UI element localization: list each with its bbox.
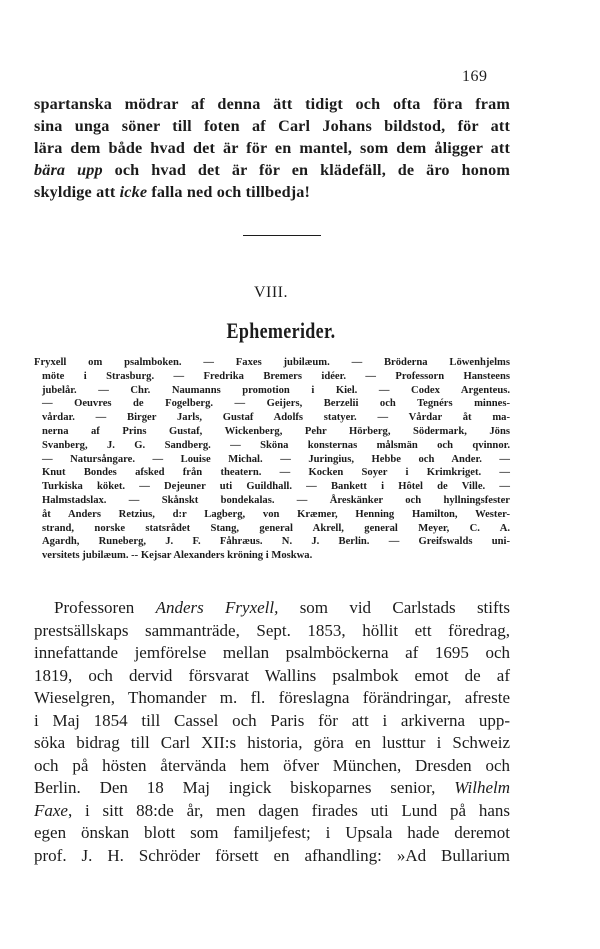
italic-phrase: icke [119,183,148,201]
line-text: och hvad det är för en klädefäll, de äro honom [102,161,510,179]
line-text: skyldige att [34,183,120,201]
body-line: innefattande jemförelse mellan psalmböckerna af 1695 och [34,643,510,662]
summary-line: möte i Strasburg. — Fredrika Bremers idéer. — Professorn Hansteens [42,370,510,382]
italic-name: Faxe [34,800,68,820]
intro-line: spartanska mödrar af denna ätt tidigt och ofta föra fram [34,95,510,113]
summary-line: Knut Bondes afsked från theatern. — Kocken Soyer i Krimkriget. — [42,467,510,479]
body-line: söka bidrag till Carl XII:s historia, göra en lusttur i Schweiz [34,733,510,752]
line-text: Berlin. Den 18 Maj ingick biskoparnes senior, [34,778,455,797]
section-divider [243,235,321,236]
body-line [34,777,510,800]
chapter-number: VIII. [253,284,289,301]
chapter-summary [34,356,510,563]
summary-line: — Oeuvres de Fogelberg. — Geijers, Berzelii och Tegnérs minnes- [42,398,510,410]
summary-line: Halmstadslax. — Skånskt bondekalas. — Åreskänker och hyllningsfester [42,494,510,506]
page-number: 169 [462,68,488,85]
italic-phrase: bära upp [34,161,103,179]
body-paragraph [34,597,510,867]
body-line [34,800,510,823]
line-text: falla ned och tillbedja! [147,183,311,201]
italic-name: Anders Fryxell, [155,598,279,617]
body-line: 1819, och dervid försvarat Wallins psalmbok emot de af [34,665,510,685]
summary-line: Turkiska köket. — Dejeuner uti Guildhall. — Bankett i Hôtel de Ville. — [42,481,510,493]
body-line [34,597,510,620]
body-line: och på hösten återvända hem öfver München, Dresden och [34,755,510,775]
italic-name: Wilhelm [454,778,510,797]
line-text: Professoren [54,598,156,617]
summary-line: — Natursångare. — Louise Michal. — Juringius, Hebbe och Ander. — [42,453,510,465]
line-text: , i sitt 88:de år, men dagen firades uti Lund på hans [67,800,510,820]
summary-line: Svanberg, J. G. Sandberg. — Sköna konsternas målsmän och qvinnor. [42,439,510,451]
summary-line: vårdar. — Birger Jarls, Gustaf Adolfs statyer. — Vårdar åt ma- [42,412,510,424]
intro-line: lära dem både hvad det är för en mantel, som dem åligger att [34,139,510,157]
chapter-title: Ephemerider. [226,318,336,343]
body-line: Wieselgren, Thomander m. fl. föreslagna förändringar, afreste [34,688,510,707]
intro-line: sina unga söner till foten af Carl Johans bildstod, för att [34,117,510,135]
summary-line: Agardh, Runeberg, J. F. Fåhræus. N. J. Berlin. — Greifswalds uni- [42,536,510,548]
intro-line [34,181,510,203]
intro-line [34,159,510,181]
body-line: egen önskan blott som familjefest; i Upsala hade deremot [34,823,510,842]
summary-line: nerna af Prins Gustaf, Wickenberg, Pehr Hörberg, Södermark, Jöns [42,425,510,437]
body-line: prestsällskaps sammanträde, Sept. 1853, höllit ett föredrag, [34,620,510,640]
summary-line: strand, norske statsrådet Stang, general Akrell, general Meyer, C. A. [42,522,510,534]
summary-line: jubelår. — Chr. Naumanns promotion i Kiel. — Codex Argenteus. [42,384,510,396]
line-text: som vid Carlstads stifts [278,598,511,617]
summary-line: åt Anders Retzius, d:r Lagberg, von Kræmer, Henning Hamilton, Wester- [42,508,510,520]
summary-line: versitets jubilæum. -- Kejsar Alexanders kröning i Moskwa. [42,550,313,562]
body-line: i Maj 1854 till Cassel och Paris för att i arkiverna upp- [34,710,510,730]
body-line: prof. J. H. Schröder försett en afhandling: »Ad Bullarium [34,845,510,865]
summary-line: Fryxell om psalmboken. — Faxes jubilæum. — Bröderna Löwenhjelms [34,357,510,368]
intro-paragraph [34,93,510,203]
